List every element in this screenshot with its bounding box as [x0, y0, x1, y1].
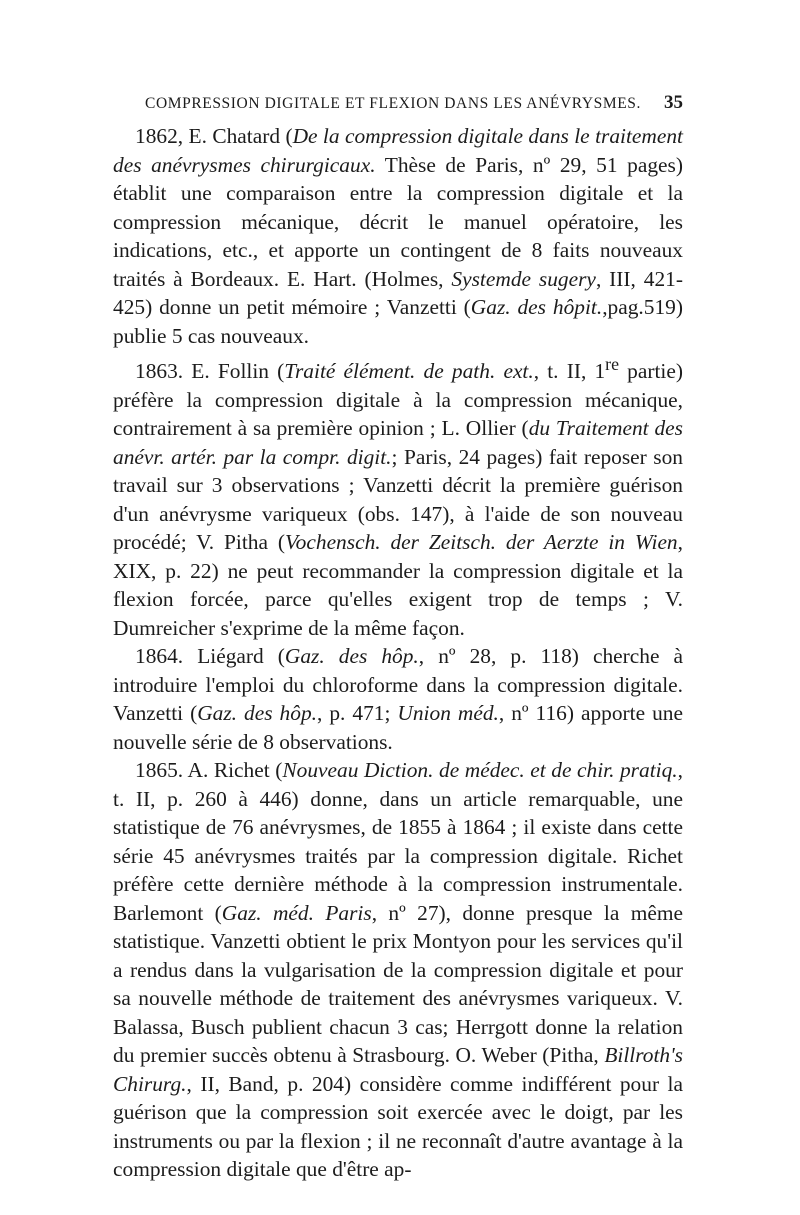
page-number: 35: [664, 92, 683, 113]
entry-1863: 1863. E. Follin (Traité élément. de path. ext., t. II, 1re partie) préfère la compression digitale à la compression mécanique, contrairement à sa première opinion ; L. Ollier (du Traitement des anévr. artér. par la compr. digit.; Paris, 24 pages) fait reposer son travail sur 3 observations ; Vanzetti décrit la première guérison d'un anévrysme variqueux (obs. 147), à l'aide de son nouveau procédé; V. Pitha (Vochensch. der Zeitsch. der Aerzte in Wien, XIX, p. 22) ne peut recommander la compression digitale et la flexion forcée, parce qu'elles exigent trop de temps ; V. Dumreicher s'exprime de la même façon.: [113, 354, 683, 640]
running-header: [145, 92, 683, 114]
running-title: COMPRESSION DIGITALE ET FLEXION DANS LES ANÉVRYSMES.: [145, 95, 641, 112]
body-text: [113, 122, 683, 1184]
entry-1864: 1864. Liégard (Gaz. des hôp., nº 28, p. 118) cherche à introduire l'emploi du chloroforme dans la compression digitale. Vanzetti (Gaz. des hôp., p. 471; Union méd., nº 116) apporte une nouvelle série de 8 observations.: [113, 644, 683, 754]
entry-1865: 1865. A. Richet (Nouveau Diction. de médec. et de chir. pratiq., t. II, p. 260 à 446) donne, dans un article remarquable, une statistique de 76 anévrysmes, de 1855 à 1864 ; il existe dans cette série 45 anévrysmes traités par la compression digitale. Richet préfère cette dernière méthode à la compression instrumentale. Barlemont (Gaz. méd. Paris, nº 27), donne presque la même statistique. Vanzetti obtient le prix Montyon pour les services qu'il a rendus dans la vulgarisation de la compression digitale et pour sa nouvelle méthode de traitement des anévrysmes variqueux. V. Balassa, Busch publient chacun 3 cas; Herrgott donne la relation du premier succès obtenu à Strasbourg. O. Weber (Pitha, Billroth's Chirurg., II, Band, p. 204) considère comme indifférent pour la guérison que la compression soit exercée avec le doigt, par les instruments ou par la flexion ; il ne reconnaît d'autre avantage à la compression digitale que d'être ap-: [113, 758, 683, 1182]
entry-1862: 1862, E. Chatard (De la compression digitale dans le traitement des anévrysmes chirurgicaux. Thèse de Paris, nº 29, 51 pages) établit une comparaison entre la compression digitale et la compression mécanique, décrit le manuel opératoire, les indications, etc., et apporte un contingent de 8 faits nouveaux traités à Bordeaux. E. Hart. (Holmes, Systemde sugery, III, 421-425) donne un petit mémoire ; Vanzetti (Gaz. des hôpit.,pag.519) publie 5 cas nouveaux.: [113, 124, 683, 348]
book-page: [113, 92, 683, 1184]
